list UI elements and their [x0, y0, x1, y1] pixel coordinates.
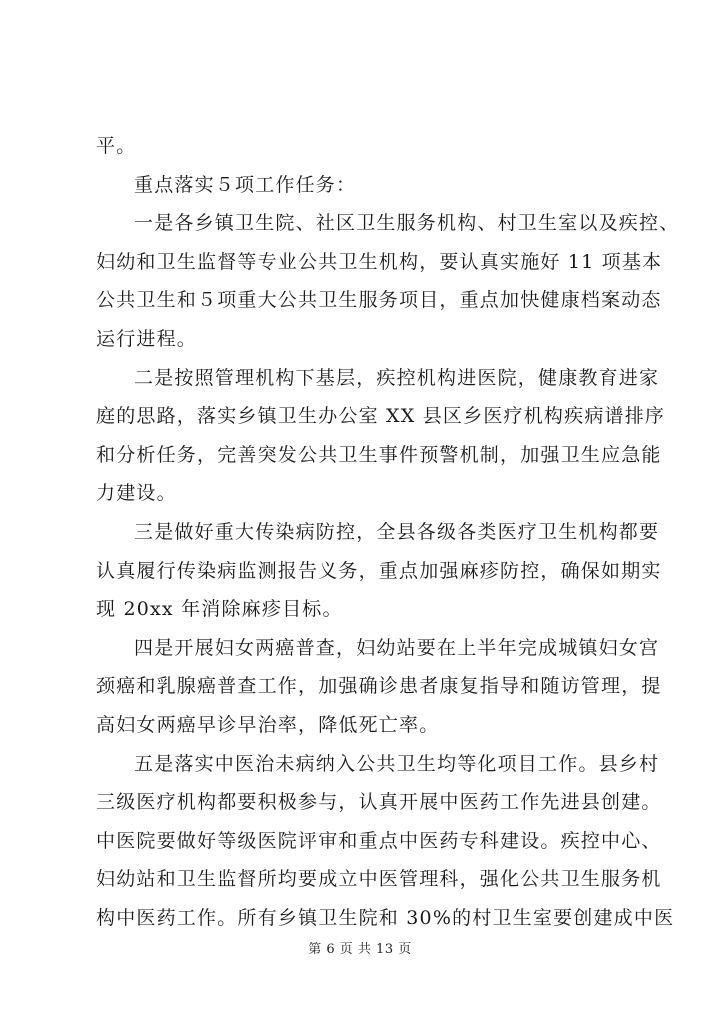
text-line: 力建设。	[96, 482, 177, 505]
text-line: 构中医药工作。所有乡镇卫生院和 30%的村卫生室要创建成中医	[96, 906, 675, 929]
text-line: 颈癌和乳腺癌普查工作，加强确诊患者康复指导和随访管理，提	[96, 675, 662, 698]
text-line: 运行进程。	[96, 327, 198, 350]
text-line: 认真履行传染病监测报告义务，重点加强麻疹防控，确保如期实	[96, 559, 662, 582]
page-number-footer: 第 6 页 共 13 页	[308, 942, 412, 957]
text-line: 三是做好重大传染病防控，全县各级各类医疗卫生机构都要	[134, 520, 660, 543]
text-line: 中医院要做好等级医院评审和重点中医药专科建设。疾控中心、	[96, 829, 662, 852]
text-line: 四是开展妇女两癌普查，妇幼站要在上半年完成城镇妇女宫	[134, 636, 660, 659]
text-line: 现 20xx 年消除麻疹目标。	[96, 598, 343, 621]
text-line: 重点落实５项工作任务：	[134, 173, 357, 196]
text-line: 妇幼和卫生监督等专业公共卫生机构，要认真实施好 11 项基本	[96, 250, 663, 273]
text-line: 平。	[96, 135, 137, 157]
text-line: 一是各乡镇卫生院、社区卫生服务机构、村卫生室以及疾控、	[134, 212, 680, 235]
body-text	[96, 127, 680, 937]
text-line: 高妇女两癌早诊早治率，降低死亡率。	[96, 713, 440, 736]
text-line: 和分析任务，完善突发公共卫生事件预警机制，加强卫生应急能	[96, 443, 662, 466]
text-line: 五是落实中医治未病纳入公共卫生均等化项目工作。县乡村	[134, 752, 660, 775]
text-line: 妇幼站和卫生监督所均要成立中医管理科，强化公共卫生服务机	[96, 868, 662, 891]
text-line: 庭的思路，落实乡镇卫生办公室 XX 县区乡医疗机构疾病谱排序	[96, 405, 666, 428]
text-line: 二是按照管理机构下基层，疾控机构进医院，健康教育进家	[134, 366, 660, 389]
text-line: 三级医疗机构都要积极参与，认真开展中医药工作先进县创建。	[96, 791, 662, 814]
text-line: 公共卫生和５项重大公共卫生服务项目，重点加快健康档案动态	[96, 289, 662, 312]
